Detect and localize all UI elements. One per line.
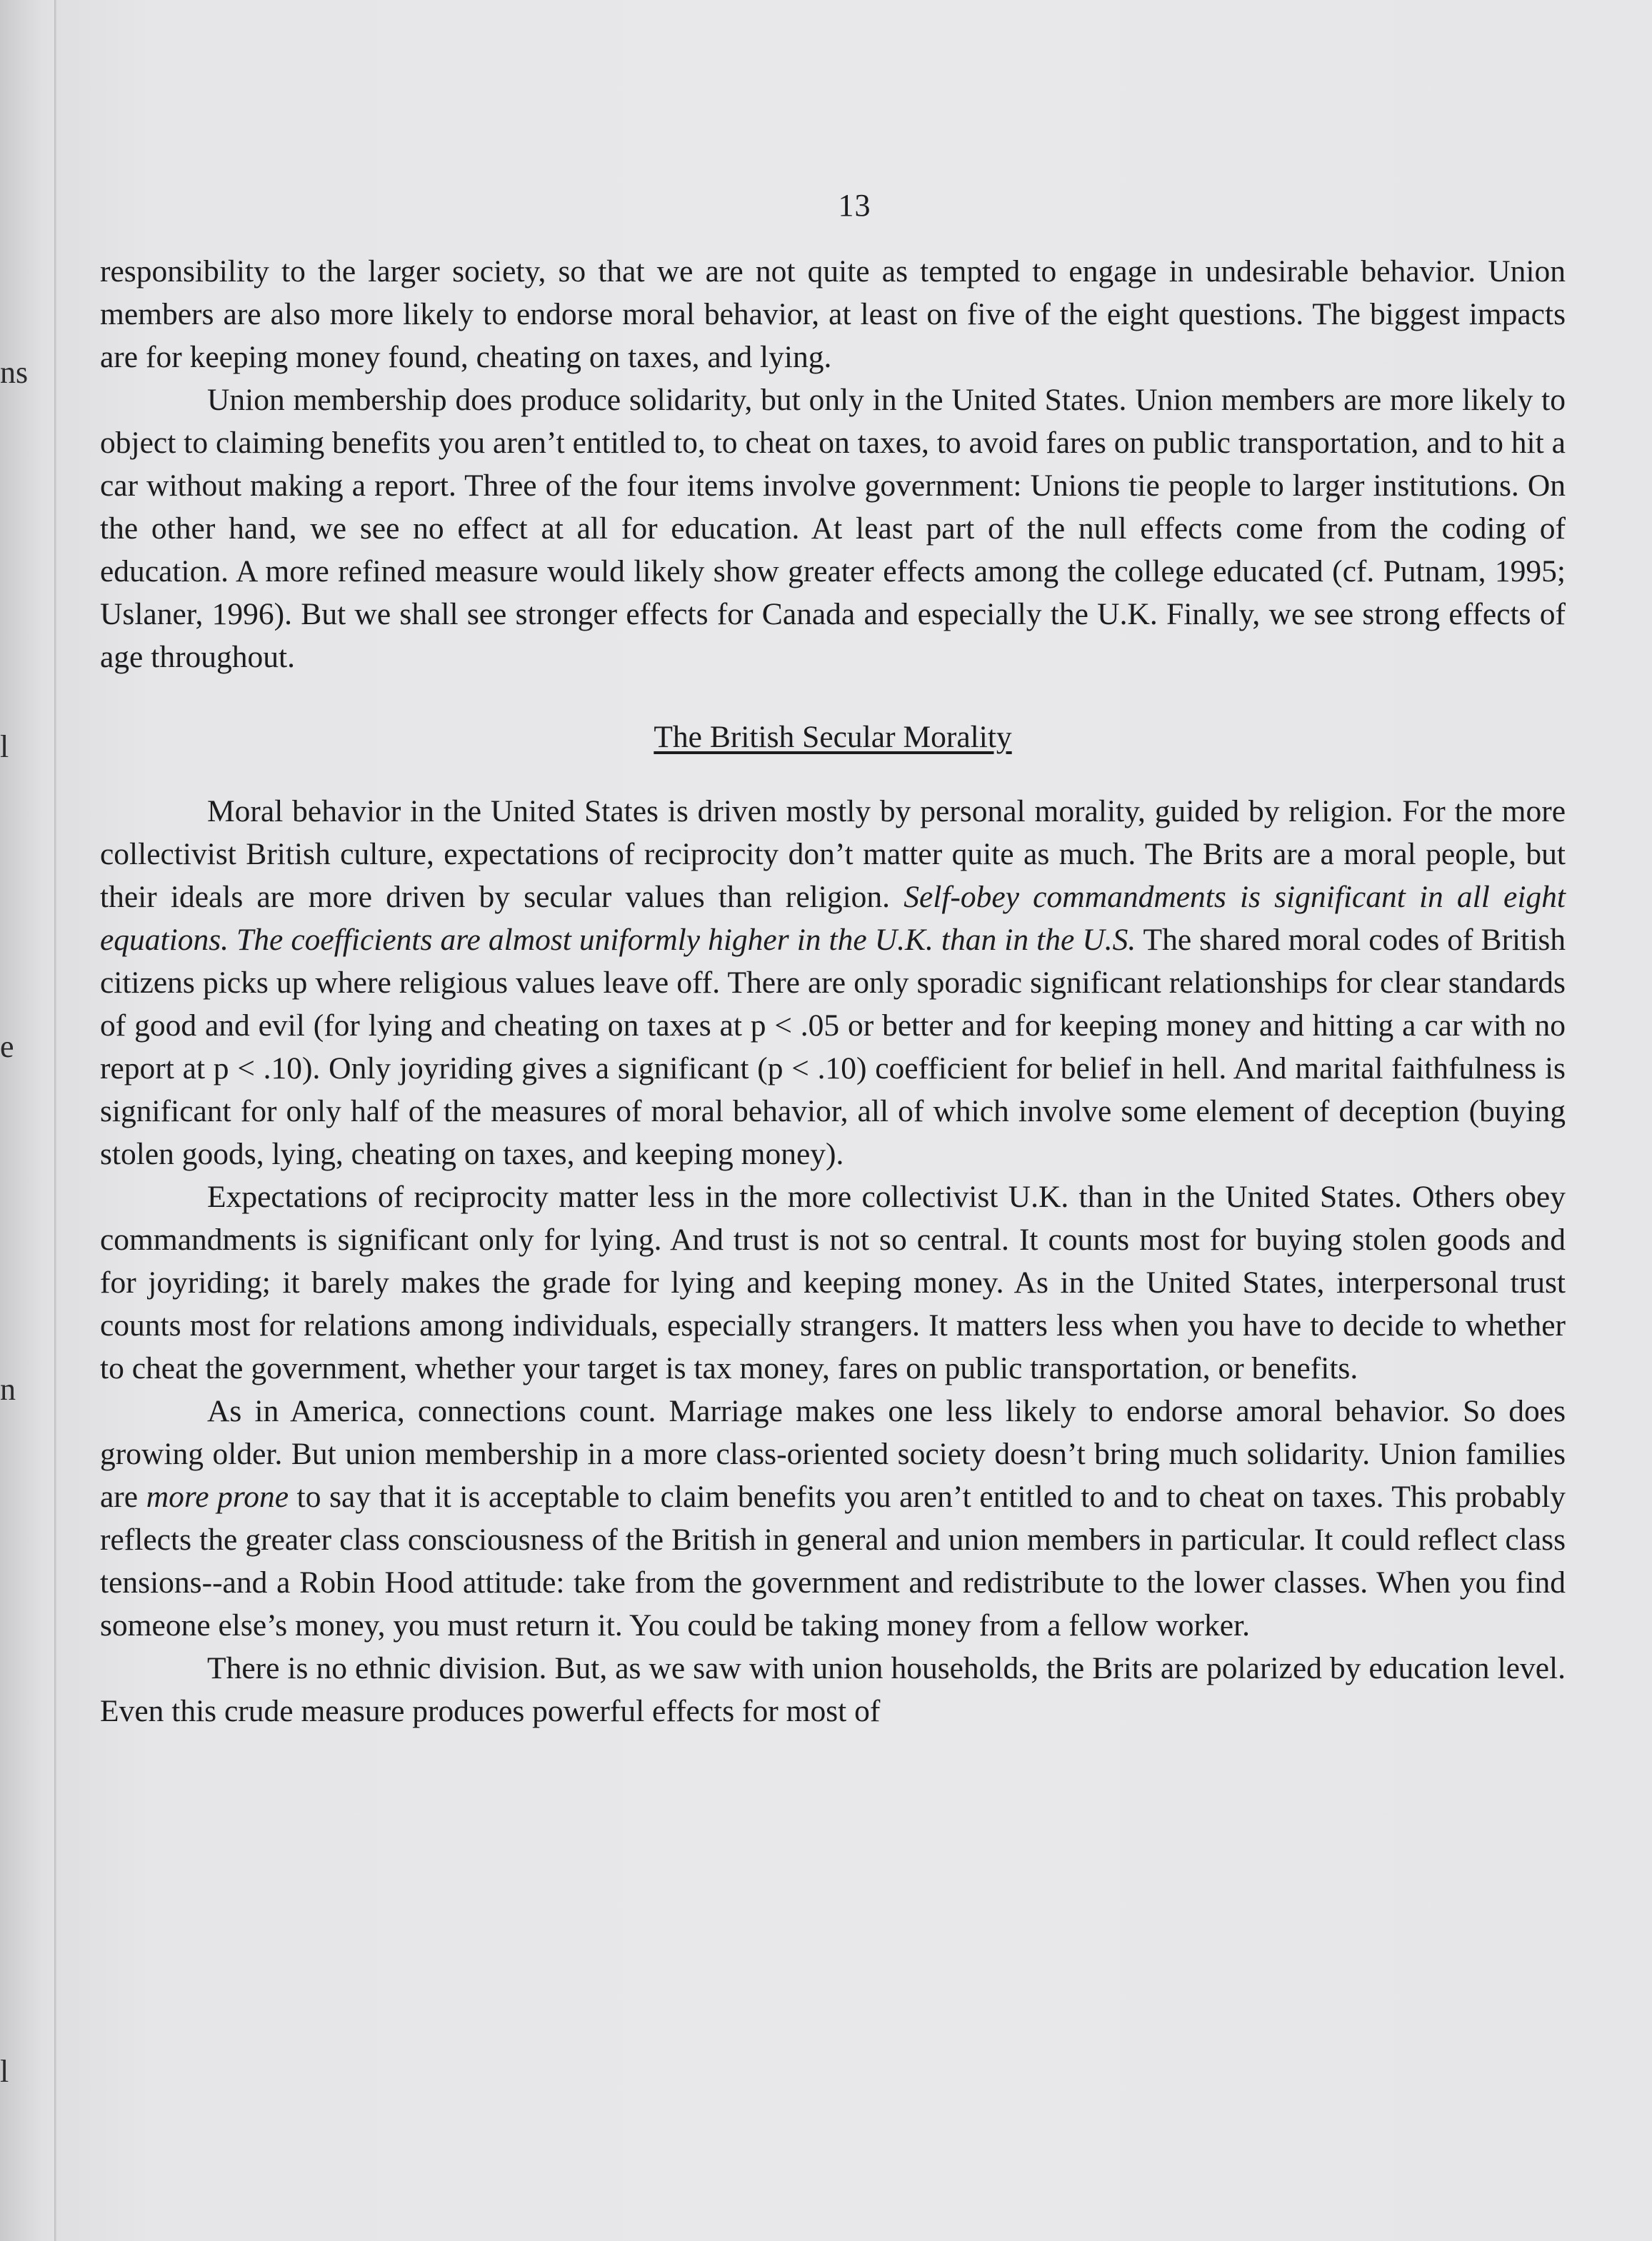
paragraph: Union membership does produce solidarity, but only in the United States. Union members are more likely to object to claiming benefits you aren’t entitled to, to cheat on taxes, to avoid fares on public transportation, and to hit a car without making a report. Three of the four items involve government: Unions tie people to larger institutions. On the other hand, we see no effect at all for education. At least part of the null effects come from the coding of education. A more refined measure would likely show greater effects among the college educated (cf. Putnam, 1995; Uslaner, 1996). But we shall see stronger effects for Canada and especially the U.K. Finally, we see strong effects of age throughout. [100,383,1566,674]
paragraph-text: Moral behavior in the United States is driven mostly by personal morality, guided by religion. For the more collectivist British culture, expectations of reciprocity don’t matter quite as much. The Brits are a moral people, but their ideals are more driven by secular values than religion. [100,794,1566,914]
section-heading [100,716,1566,758]
page-number: 13 [838,188,871,223]
paragraph-text: to say that it is acceptable to claim benefits you aren’t entitled to and to cheat on taxes. This probably reflects the greater class consciousness of the British in general and union members in particular. It could reflect class tensions--and a Robin Hood attitude: take from the government and redistribute to the lower classes. When you find someone else’s money, you must return it. You could be taking money from a fellow worker. [100,1480,1566,1643]
paragraph-text: As in America, connections count. Marriage makes one less likely to endorse amoral behavior. So does growing older. But union membership in a more class-oriented society doesn’t bring much solidarity. Union families are [100,1394,1566,1514]
margin-fragment: e [0,1029,14,1064]
section-heading-text: The British Secular Morality [654,720,1012,754]
paragraph [100,1390,1566,1647]
italic-emphasis: more prone [146,1480,289,1514]
margin-fragment: l [0,729,9,764]
paragraph: Expectations of reciprocity matter less in the more collectivist U.K. than in the United States. Others obey commandments is significant only for lying. And trust is not so central. It counts most for buying stolen goods and for joyriding; it barely makes the grade for lying and keeping money. As in the United States, interpersonal trust counts most for relations among individuals, especially strangers. It matters less when you have to decide to whether to cheat the government, whether your target is tax money, fares on public transportation, or benefits. [100,1180,1566,1385]
paragraph-text: The shared moral codes of British citizens picks up where religious values leave off. There are only sporadic significant relationships for clear standards of good and evil (for lying and cheating on taxes at p < .05 or better and for keeping money and hitting a car with no report at p < .10). Only joyriding gives a significant (p < .10) coefficient for belief in hell. And marital faithfulness is significant for only half of the measures of moral behavior, all of which involve some element of deception (buying stolen goods, lying, cheating on taxes, and keeping money). [100,923,1566,1171]
paragraph: responsibility to the larger society, so that we are not quite as tempted to engage in undesirable behavior. Union members are also more likely to endorse moral behavior, at least on five of the eight questions. The biggest impacts are for keeping money found, cheating on taxes, and lying. [100,254,1566,374]
paragraph [100,790,1566,1175]
document-page [57,0,1652,2241]
margin-fragment: l [0,2054,9,2089]
margin-fragment: ns [0,355,29,390]
facing-page-edge [0,0,57,2241]
italic-emphasis: Self-obey commandments is significant in all eight equations. The coefficients are almost uniformly higher in the U.K. than in the U.S. [100,880,1566,957]
margin-fragment: n [0,1372,16,1407]
paragraph: There is no ethnic division. But, as we saw with union households, the Brits are polarized by education level. Even this crude measure produces powerful effects for most of [100,1651,1566,1728]
body-text [100,250,1566,1733]
